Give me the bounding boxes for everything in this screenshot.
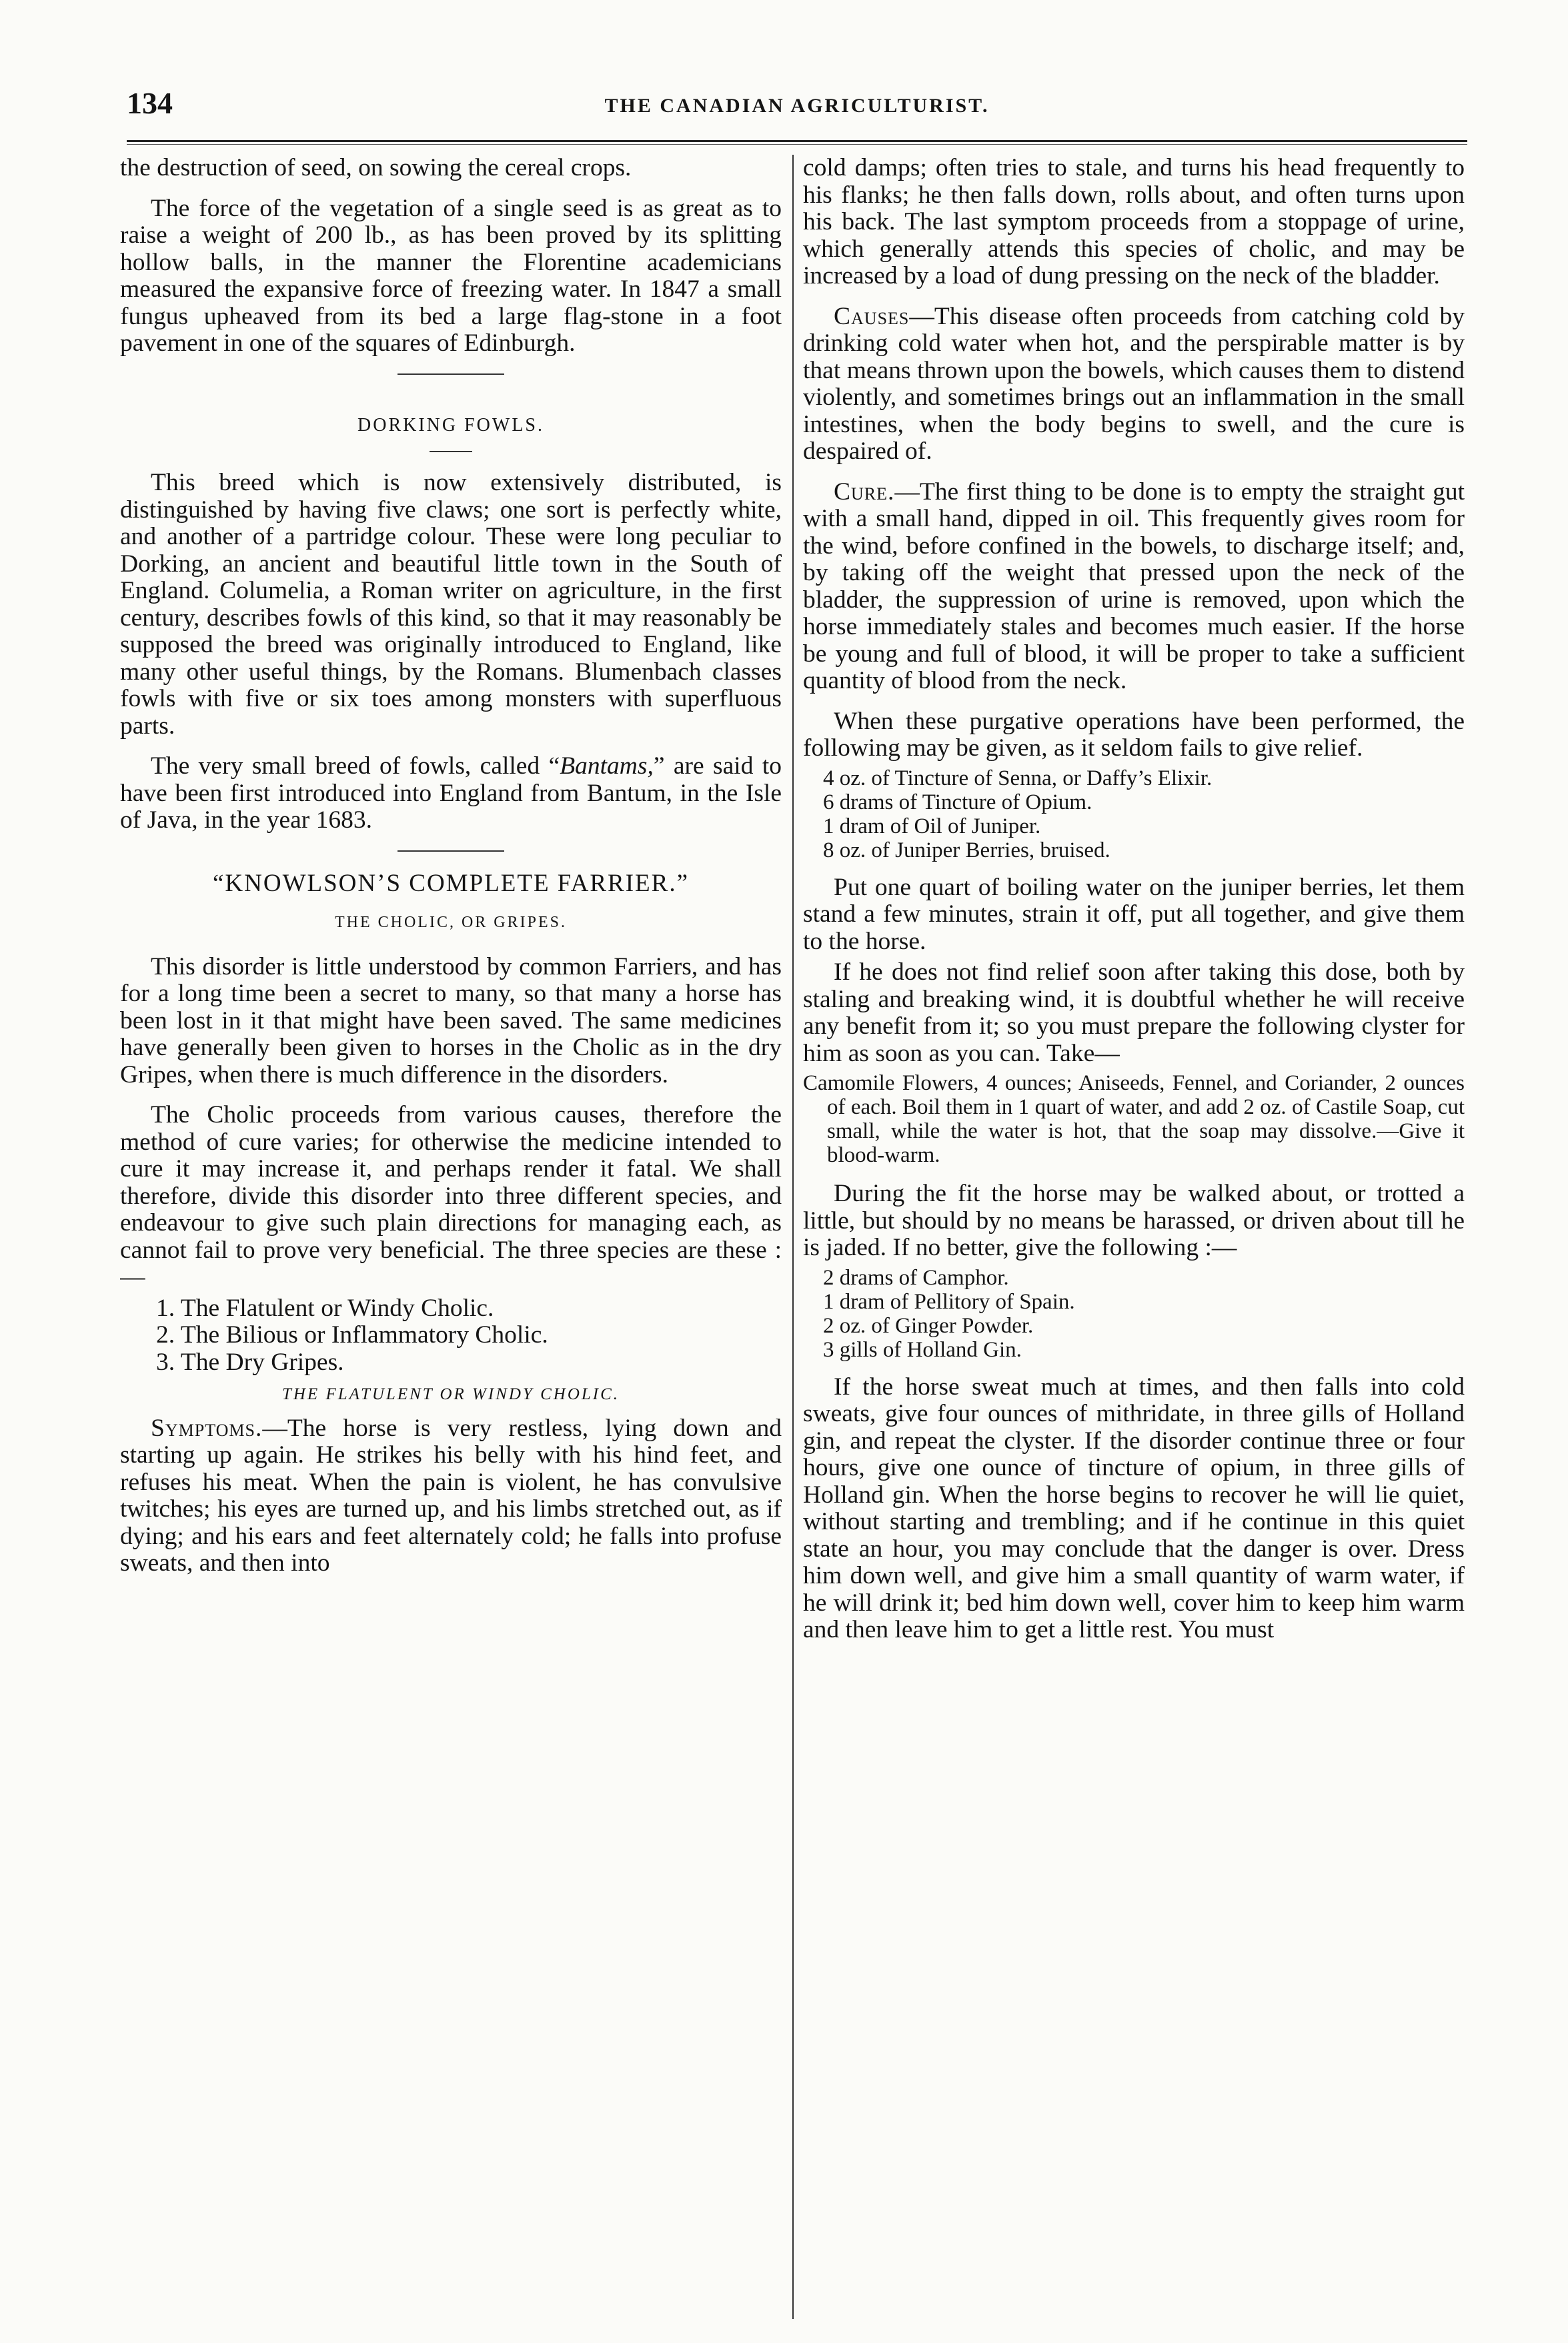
bantams-term: Bantams, <box>560 752 654 780</box>
paragraph-put: Put one quart of boiling water on the juniper berries, let them stand a few minutes, strain it off, put all together, and give them to the horse. <box>803 873 1465 955</box>
bantams-text-a: The very small breed of fowls, called “ <box>151 752 560 780</box>
species-item: 2. The Bilious or Inflammatory Cholic. <box>156 1321 548 1349</box>
paragraph-bantams <box>120 753 782 834</box>
recipe-item: 1 dram of Pellitory of Spain. <box>823 1289 1075 1314</box>
bantams-text-b: ” are said to have been first introduced into England from Bantum, in the Isle of Java, in the year 1683. <box>120 752 782 834</box>
recipe-item: 1 dram of Oil of Juniper. <box>823 814 1041 838</box>
paragraph-during-fit: During the fit the horse may be walked about, or trotted a little, but should by no means be harassed, or driven about till he is jaded. If no better, give the following :— <box>803 1180 1465 1261</box>
right-column <box>803 155 1465 2319</box>
paragraph-symptoms <box>120 1415 782 1577</box>
cure-label: Cure. <box>834 478 895 506</box>
symptoms-label: Symptoms. <box>151 1414 263 1442</box>
recipe-item: 6 drams of Tincture of Opium. <box>823 790 1092 814</box>
recipe-item: 2 oz. of Ginger Powder. <box>823 1313 1034 1338</box>
page-number: 134 <box>127 86 173 120</box>
running-title: THE CANADIAN AGRICULTURIST. <box>604 95 990 117</box>
paragraph-purgative: When these purgative operations have been performed, the following may be given, as it seldom fails to give relief. <box>803 707 1465 762</box>
dorking-fowls-heading: DORKING FOWLS. <box>357 414 544 436</box>
section-separator <box>398 373 504 375</box>
species-list <box>120 1295 782 1377</box>
cholic-subheading: THE CHOLIC, OR GRIPES. <box>334 914 567 931</box>
recipe-list-1 <box>803 766 1465 862</box>
heading-rule <box>430 451 472 452</box>
paragraph-causes <box>803 303 1465 466</box>
paragraph-disorder: This disorder is little understood by common Farriers, and has for a long time been a secret to many, so that many a horse has been lost in it that might have been saved. The same medicines have generally been given to horses in the Cholic as in the dry Gripes, when there is much difference in the disorders. <box>120 952 782 1088</box>
paragraph-cholic-causes: The Cholic proceeds from various causes, therefore the method of cure varies; for otherwise the medicine intended to cure it may increase it, and perhaps render it fatal. We shall therefore, divide this disorder into three different species, and endeavour to give such plain directions for managing each, as cannot fail to prove very beneficial. The three species are these :— <box>120 1101 782 1291</box>
recipe-item: 3 gills of Holland Gin. <box>823 1337 1022 1362</box>
section-separator <box>398 850 504 852</box>
left-column <box>120 155 782 2319</box>
paragraph-dorking: This breed which is now extensively distributed, is distinguished by having five claws; one sort is perfectly white, and another of a partridge colour. These were long peculiar to Dorking, an ancient and beautiful little town in the South of England. Columelia, a Roman writer on agriculture, in the first century, describes fowls of this kind, so that it may reasonably be supposed the breed was originally introduced to England, like many other useful things, by the Romans. Blumenbach classes fowls with five or six toes among monsters with superfluous parts. <box>120 469 782 740</box>
paragraph-symptoms-continued: cold damps; often tries to stale, and turns his head frequently to his flanks; he then falls down, rolls about, and often turns upon his back. The last symptom proceeds from a stoppage of urine, which generally attends this species of cholic, and may be increased by a load of dung pressing on the neck of the bladder. <box>803 155 1465 289</box>
recipe-item: 4 oz. of Tincture of Senna, or Daffy’s Elixir. <box>823 766 1213 790</box>
clyster-recipe: Camomile Flowers, 4 ounces; Aniseeds, Fennel, and Coriander, 2 ounces of each. Boil them in 1 quart of water, and add 2 oz. of Castile Soap, cut small, while the water is hot, that the soap may dissolve.—Give it blood-warm. <box>803 1071 1465 1167</box>
header-rule <box>127 140 1467 145</box>
recipe-item: 8 oz. of Juniper Berries, bruised. <box>823 838 1110 862</box>
causes-label: Causes <box>834 302 910 330</box>
paragraph-seed-force: The force of the vegetation of a single seed is as great as to raise a weight of 200 lb., as has been proved by its splitting hollow balls, in the manner the Florentine academicians measured the expansive force of freezing water. In 1847 a small fungus upheaved from its bed a large flag-stone in a foot pavement in one of the squares of Edinburgh. <box>120 194 782 357</box>
paragraph-horse-sweat: If the horse sweat much at times, and then falls into cold sweats, give four ounces of mithridate, in three gills of Holland gin, and repeat the clyster. If the disorder continue three or four hours, give one ounce of tincture of opium, in three gills of Holland gin. When the horse begins to recover he will lie quiet, without starting and trembling; and if he continue in this quiet state an hour, you may conclude that the danger is over. Dress him down well, and give him a small quantity of warm water, if he will drink it; bed him down well, cover him to keep him warm and then leave him to get a little rest. You must <box>803 1373 1465 1643</box>
cure-text: —The first thing to be done is to empty the straight gut with a small hand, dipped in oil. This frequently gives room for the wind, before confined in the bowels, to discharge itself; and, by taking off the weight that pressed upon the neck of the bladder, the suppression of urine is removed, upon which the horse immediately stales and becomes much easier. If the horse be young and full of blood, it will be proper to take a sufficient quantity of blood from the neck. <box>803 478 1465 694</box>
paragraph-cure <box>803 479 1465 695</box>
species-item: 1. The Flatulent or Windy Cholic. <box>156 1294 494 1322</box>
page-header <box>127 85 1467 132</box>
symptoms-text: —The horse is very restless, lying down and starting up again. He strikes his belly with his hind feet, and refuses his meat. When the pain is violent, he has convulsive twitches; his eyes are turned up, and his limbs stretched out, as if dying; and his ears and feet alternately cold; he falls into profuse sweats, and then into <box>120 1414 782 1577</box>
recipe-list-2 <box>803 1266 1465 1362</box>
flatulent-cholic-heading: THE FLATULENT OR WINDY CHOLIC. <box>281 1385 620 1403</box>
farrier-heading: “KNOWLSON’S COMPLETE FARRIER.” <box>213 869 689 897</box>
recipe-item: 2 drams of Camphor. <box>823 1265 1009 1290</box>
species-item: 3. The Dry Gripes. <box>156 1348 344 1376</box>
causes-text: —This disease often proceeds from catching cold by drinking cold water when hot, and the perspirable matter is by that means thrown upon the bowels, which causes them to distend violently, and sometimes brings out an inflammation in the small intestines, when the body begins to swell, and the cure is despaired of. <box>803 302 1465 465</box>
paragraph-seed-intro: the destruction of seed, on sowing the cereal crops. <box>120 155 632 181</box>
paragraph-if-no-relief: If he does not find relief soon after taking this dose, both by staling and breaking wind, it is doubtful whether he will receive any benefit from it; so you must prepare the following clyster for him as soon as you can. Take— <box>803 958 1465 1067</box>
column-divider <box>792 155 794 2319</box>
